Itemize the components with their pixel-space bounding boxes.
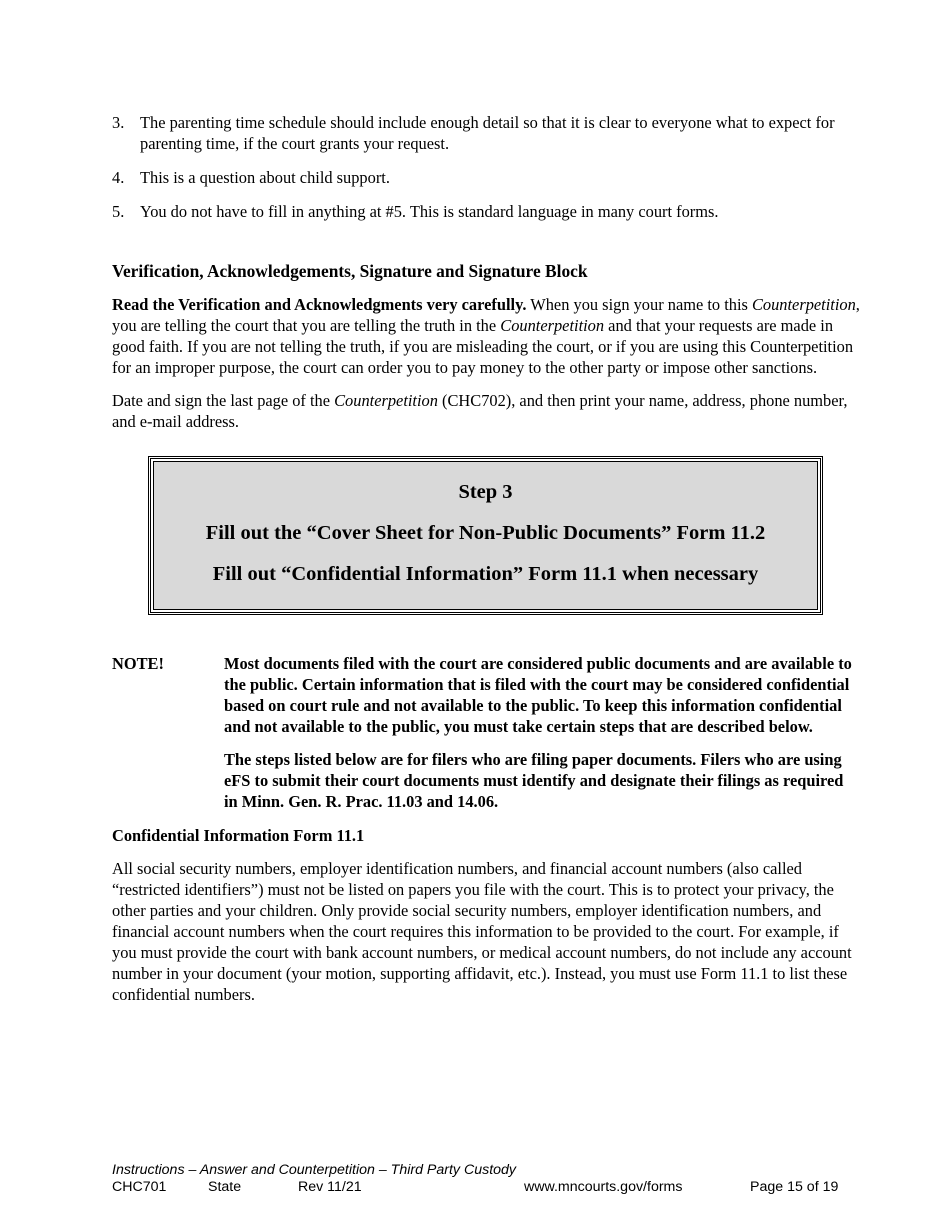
- list-item-number: 3.: [112, 113, 125, 132]
- counterpetition-italic: Counterpetition: [500, 316, 605, 335]
- verification-text-c: and that your requests are made in good faith. If you are not telling the truth, if you are misleading the court, or if you are using this Counterpetition for an improper purpose, the court can order you to pay money to the other party or impose other sanctions.: [112, 316, 854, 377]
- verification-bold-lead: Read the Verification and Acknowledgments very carefully.: [112, 295, 527, 314]
- footer-url: www.mncourts.gov/forms: [524, 1179, 683, 1195]
- list-item-text: The parenting time schedule should include enough detail so that it is clear to everyone what to expect for parenting time, if the court grants your request.: [140, 113, 835, 153]
- list-item-text: This is a question about child support.: [140, 168, 390, 187]
- list-item: [112, 167, 860, 188]
- confidential-paragraph: All social security numbers, employer identification numbers, and financial account numbers (also called “restricted identifiers”) must not be listed on papers you file with the court. This is to protect your privacy, the other parties and your children. Only provide social security numbers, employer identification numbers, and financial account numbers when the court requires this information to be provided to the court. For example, if you must provide the court with bank account numbers, or medical account numbers, do not include any account number in your document (your motion, supporting affidavit, etc.). Instead, you must use Form 11.1 to list these confidential numbers.: [112, 859, 852, 1004]
- note-label: NOTE!: [112, 654, 164, 673]
- step-instruction-confidential: Fill out “Confidential Information” Form 11.1 when necessary: [212, 563, 759, 585]
- confidential-heading: Confidential Information Form 11.1: [112, 826, 365, 845]
- footer-info-row: [112, 1179, 852, 1196]
- list-item-number: 4.: [112, 168, 125, 187]
- counterpetition-italic: Counterpetition: [751, 295, 856, 314]
- numbered-list: [112, 112, 860, 222]
- footer-form-code: CHC701: [112, 1179, 167, 1195]
- note-block: [112, 653, 860, 824]
- note-paragraph-2: The steps listed below are for filers who are filing paper documents. Filers who are using eFS to submit their court documents must identify and designate their filings as required in Minn. Gen. R. Prac. 11.03 and 14.06.: [224, 750, 844, 811]
- verification-text-b: , you are telling the court that you are telling the truth in the: [112, 295, 860, 335]
- verification-paragraph: [112, 294, 860, 378]
- list-item-number: 5.: [112, 202, 125, 221]
- step-instruction-cover-sheet: Fill out the “Cover Sheet for Non-Public Documents” Form 11.2: [205, 522, 766, 544]
- list-item-text: You do not have to fill in anything at #5. This is standard language in many court forms.: [140, 202, 719, 221]
- sign-text-a: Date and sign the last page of the: [112, 391, 335, 410]
- step-3-box-inner: [153, 461, 818, 610]
- step-title: Step 3: [458, 481, 513, 503]
- footer-state: State: [208, 1179, 242, 1195]
- step-3-box: [148, 456, 823, 615]
- footer-revision: Rev 11/21: [298, 1179, 362, 1195]
- verification-heading: Verification, Acknowledgements, Signature and Signature Block: [112, 261, 588, 281]
- counterpetition-italic: Counterpetition: [334, 391, 438, 410]
- footer-title: Instructions – Answer and Counterpetition – Third Party Custody: [112, 1162, 517, 1178]
- page-footer: [112, 1162, 852, 1196]
- verification-text-a: When you sign your name to this: [526, 295, 752, 314]
- note-body: [224, 653, 860, 824]
- document-page: [112, 112, 860, 1017]
- sign-text-b: (CHC702), and then print your name, address, phone number, and e-mail address.: [112, 391, 848, 431]
- list-item: [112, 201, 860, 222]
- sign-date-paragraph: [112, 390, 860, 432]
- note-paragraph-1: Most documents filed with the court are considered public documents and are available to the public. Certain information that is filed with the court may be considered confidential based on court rule and not available to the public. To keep this information confidential and not available to the public, you must take certain steps that are described below.: [224, 654, 852, 736]
- footer-page-number: Page 15 of 19: [750, 1179, 839, 1195]
- list-item: [112, 112, 860, 154]
